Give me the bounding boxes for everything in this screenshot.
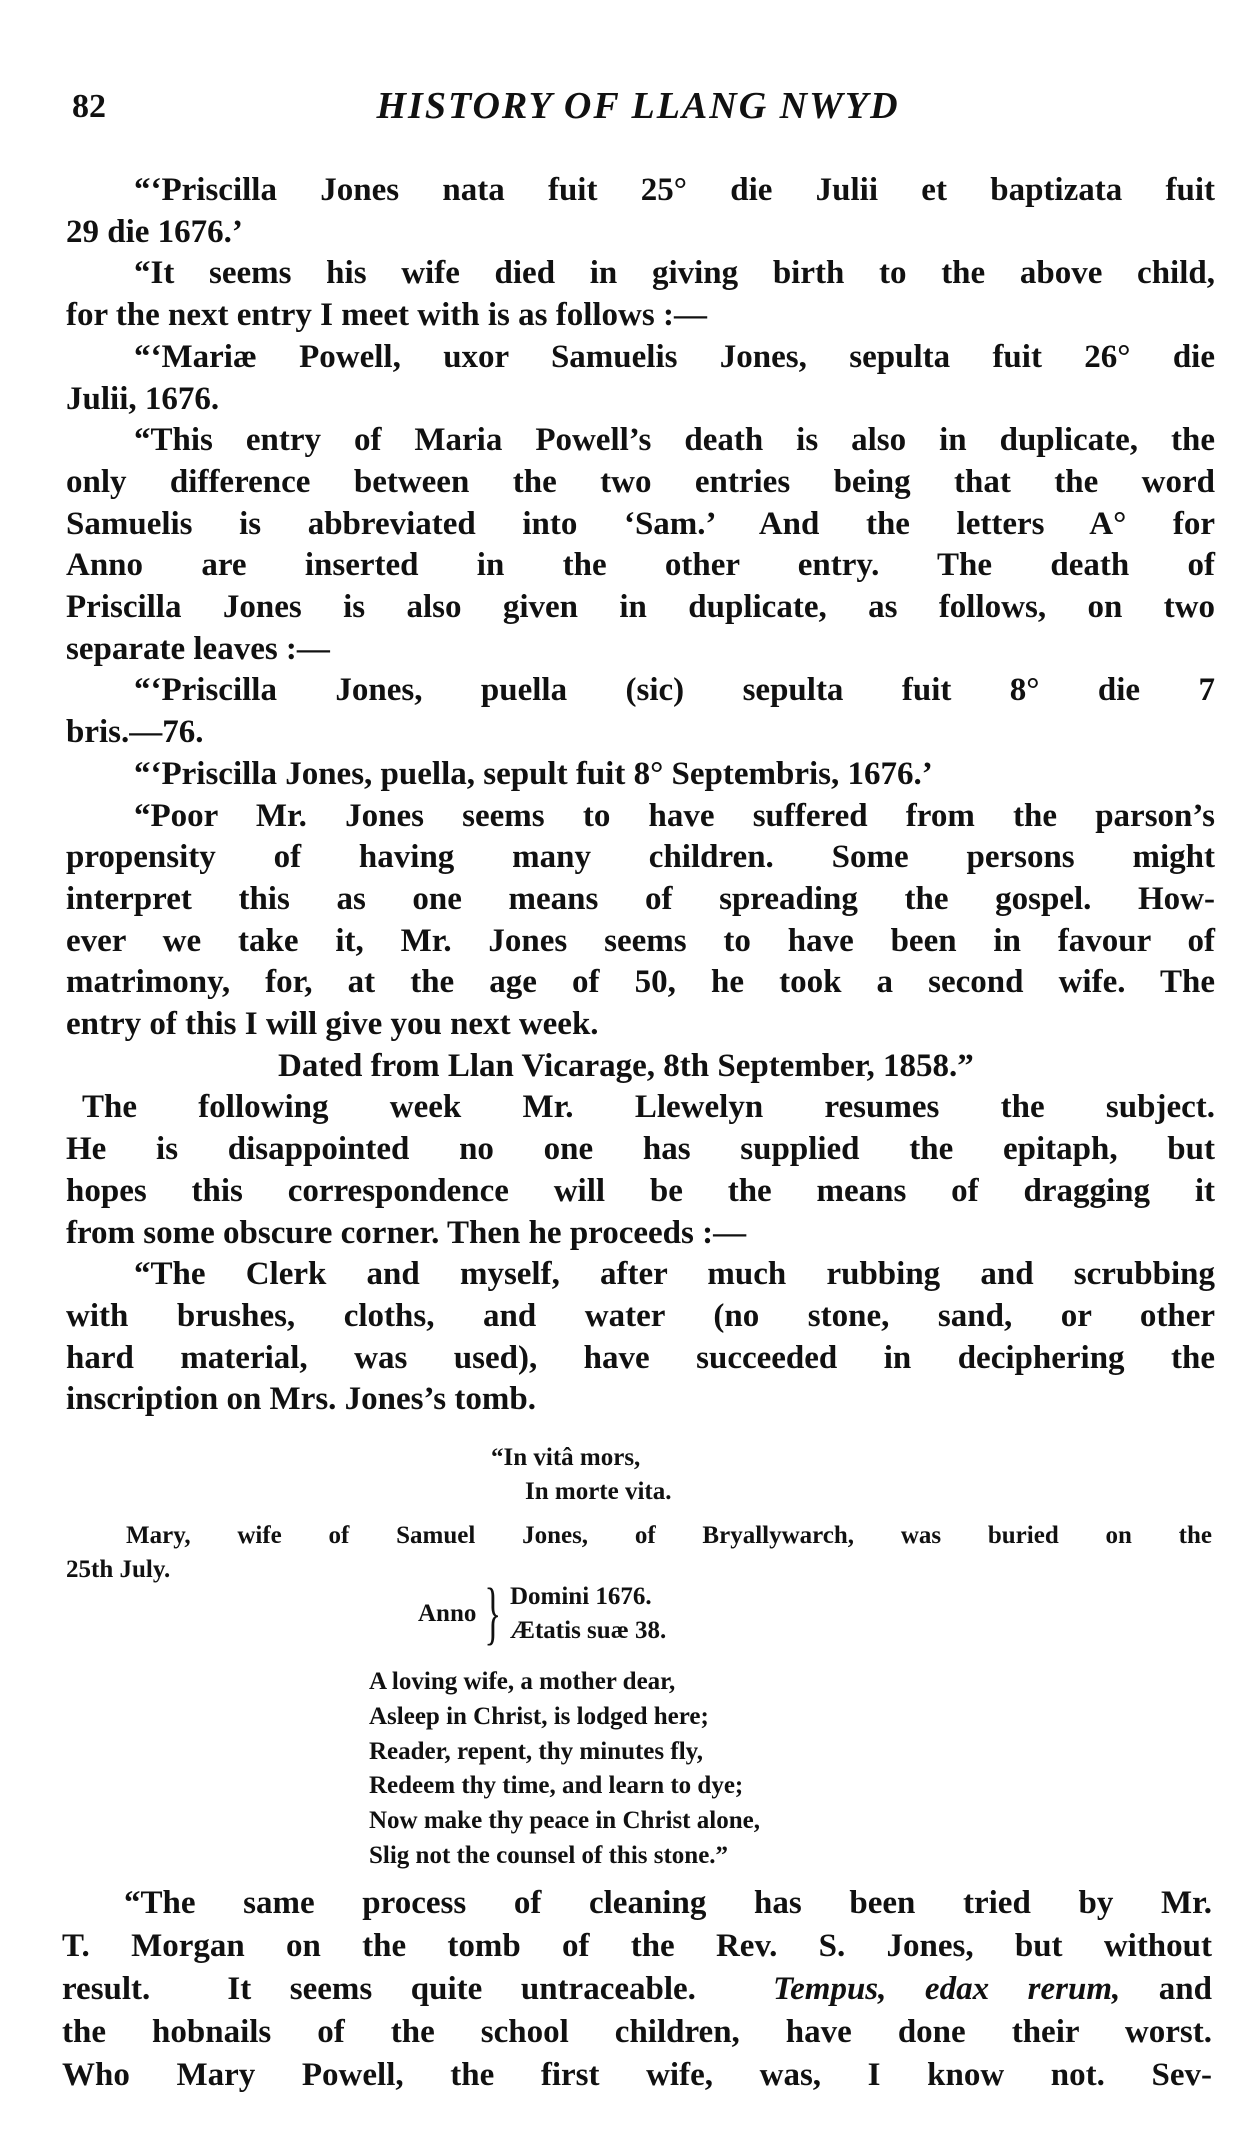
verse-line: A loving wife, a mother dear,: [369, 1668, 676, 1695]
text-line: “The same process of cleaning has been tried by Mr.: [124, 1885, 1212, 1921]
text-line: propensity of having many children. Some persons might: [66, 839, 1215, 876]
anno-line: Ætatis suæ 38.: [509, 1617, 667, 1644]
text-line: “This entry of Maria Powell’s death is also in duplicate, the: [134, 422, 1215, 459]
text-line: He is disappointed no one has supplied the epitaph, but: [66, 1131, 1215, 1168]
text-line: 29 die 1676.’: [66, 213, 243, 250]
anno-label: Anno: [418, 1600, 477, 1627]
text-line: ever we take it, Mr. Jones seems to have been in favour of: [66, 922, 1215, 959]
text-line: entry of this I will give you next week.: [66, 1006, 599, 1043]
text-line: the hobnails of the school children, have done their worst.: [62, 2014, 1212, 2050]
text-segment: result. It seems quite untraceable.: [62, 1971, 773, 2007]
text-line: separate leaves :—: [66, 630, 330, 667]
anno-line: Domini 1676.: [509, 1583, 652, 1610]
text-line: Julii, 1676.: [66, 380, 220, 417]
text-line: matrimony, for, at the age of 50, he took a second wife. The: [66, 964, 1215, 1001]
body-text: [66, 170, 1215, 1421]
text-line: “It seems his wife died in giving birth to the above child,: [134, 255, 1215, 292]
text-line: with brushes, cloths, and water (no stone, sand, or other: [66, 1297, 1215, 1334]
text-line: bris.—76.: [66, 714, 204, 751]
verse-line: Reader, repent, thy minutes fly,: [369, 1737, 704, 1765]
brace-glyph: }: [484, 1575, 502, 1652]
text-line: “‘Priscilla Jones nata fuit 25° die Julii et baptizata fuit: [134, 172, 1215, 208]
text-line: only difference between the two entries being that the word: [66, 463, 1215, 500]
motto-line: “In vitâ mors,: [491, 1444, 641, 1471]
text-line: “The Clerk and myself, after much rubbing and scrubbing: [134, 1256, 1215, 1293]
text-line: Dated from Llan Vicarage, 8th September, 1858.”: [278, 1047, 974, 1084]
verse-line: Now make thy peace in Christ alone,: [369, 1807, 760, 1835]
verse-line: Asleep in Christ, is lodged here;: [369, 1702, 709, 1730]
epitaph-motto: [491, 1441, 672, 1509]
italic-phrase: Tempus, edax rerum,: [773, 1971, 1121, 2007]
text-line: inscription on Mrs. Jones’s tomb.: [66, 1381, 536, 1418]
page-number: 82: [72, 88, 106, 125]
closing-paragraph: [62, 1882, 1212, 2097]
text-line: Who Mary Powell, the first wife, was, I know not. Sev-: [62, 2057, 1212, 2093]
text-line: hard material, was used), have succeeded in deciphering the: [66, 1339, 1215, 1376]
motto-line: In morte vita.: [525, 1478, 672, 1505]
text-line: “‘Priscilla Jones, puella (sic) sepulta fuit 8° die 7: [134, 672, 1215, 709]
text-line: “‘Priscilla Jones, puella, sepult fuit 8° Septembris, 1676.’: [134, 755, 933, 792]
verse-line: Slig not the counsel of this stone.”: [369, 1841, 729, 1869]
text-line: from some obscure corner. Then he proceeds :—: [66, 1214, 747, 1251]
text-line: [62, 1968, 1212, 2011]
epitaph-anno: [418, 1575, 667, 1652]
text-line: Anno are inserted in the other entry. The death of: [66, 547, 1215, 584]
burial-line: 25th July.: [66, 1556, 171, 1583]
text-line: The following week Mr. Llewelyn resumes the subject.: [82, 1089, 1215, 1126]
epitaph-verse: [369, 1665, 760, 1874]
text-line: T. Morgan on the tomb of the Rev. S. Jones, but without: [62, 1928, 1212, 1964]
running-head: HISTORY OF LLANG NWYD: [376, 85, 900, 127]
text-line: “Poor Mr. Jones seems to have suffered from the parson’s: [134, 797, 1215, 834]
text-line: for the next entry I meet with is as follows :—: [66, 297, 707, 334]
text-line: Samuelis is abbreviated into ‘Sam.’ And the letters A° for: [66, 505, 1215, 542]
burial-line: Mary, wife of Samuel Jones, of Bryallywarch, was buried on the: [126, 1522, 1212, 1549]
verse-line: Redeem thy time, and learn to dye;: [369, 1772, 744, 1800]
text-line: Priscilla Jones is also given in duplicate, as follows, on two: [66, 589, 1215, 626]
text-line: “‘Mariæ Powell, uxor Samuelis Jones, sepulta fuit 26° die: [134, 338, 1215, 375]
text-line: hopes this correspondence will be the means of dragging it: [66, 1172, 1215, 1209]
epitaph-burial: [66, 1519, 1212, 1587]
text-line: interpret this as one means of spreading the gospel. How-: [66, 880, 1215, 917]
text-segment: and: [1120, 1971, 1212, 2007]
